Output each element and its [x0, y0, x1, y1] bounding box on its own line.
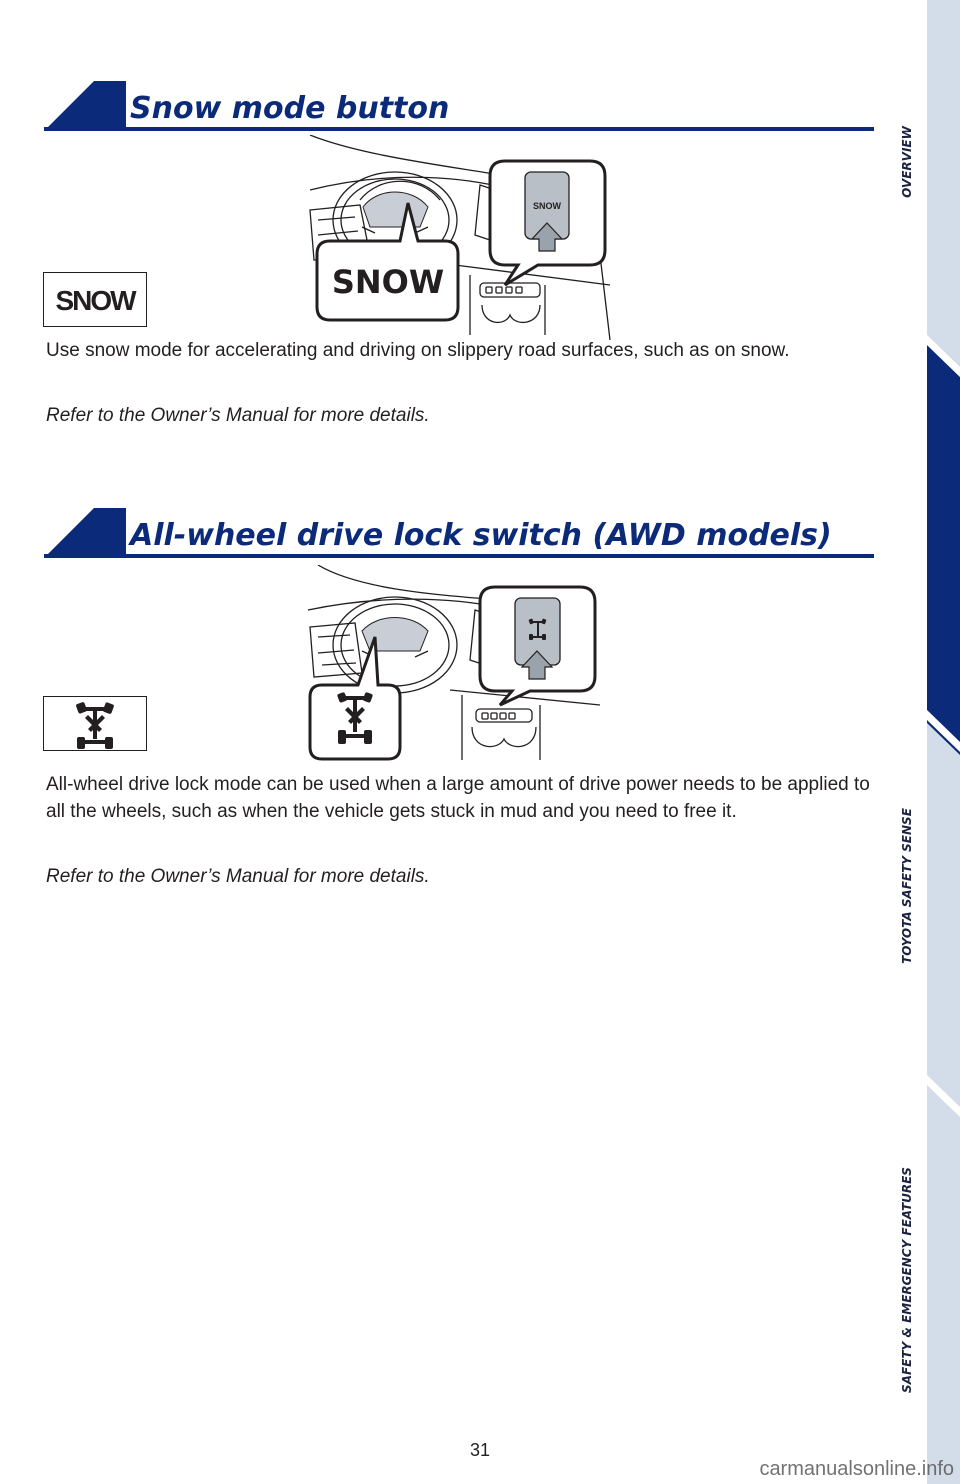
snow-section-title: Snow mode button [130, 91, 450, 126]
awd-note: Refer to the Owner’s Manual for more details. [46, 866, 430, 887]
page-number: 31 [469, 1440, 491, 1460]
awd-dashboard-illustration [300, 565, 610, 765]
awd-section-header [44, 508, 874, 558]
chapter-sidebar [927, 0, 960, 1484]
sidebar-tab-toyota-safety-sense[interactable]: TOYOTA SAFETY SENSE [900, 808, 914, 964]
snow-dashboard-illustration [300, 135, 620, 340]
awd-description: All-wheel drive lock mode can be used when a large amount of drive power needs to be applied to all the wheels, such as when the vehicle gets stuck in mud and you need to free it. [46, 774, 870, 822]
awd-section-title: All-wheel drive lock switch (AWD models) [130, 518, 832, 553]
header-rule [44, 554, 874, 558]
snow-button-label: SNOW [533, 201, 561, 211]
snow-description: Use snow mode for accelerating and driving on slippery road surfaces, such as on snow. [46, 340, 790, 361]
snow-callout-label: SNOW [331, 263, 445, 301]
sidebar-tab-safety-emergency[interactable]: SAFETY & EMERGENCY FEATURES [900, 1167, 914, 1393]
sidebar-tab-overview[interactable]: OVERVIEW [900, 126, 914, 198]
awd-lock-icon [44, 697, 146, 750]
snow-section-header [44, 81, 874, 131]
awd-indicator [43, 696, 147, 751]
snow-indicator-label: SNOW [55, 285, 135, 316]
snow-indicator [43, 272, 147, 327]
watermark: carmanualsonline.info [759, 1458, 954, 1480]
header-tab-decoration [44, 81, 126, 131]
sidebar-tab-features-operations[interactable]: FEATURES & OPERATIONS [900, 435, 914, 609]
snow-note: Refer to the Owner’s Manual for more details. [46, 405, 430, 426]
header-tab-decoration [44, 508, 126, 558]
header-rule [44, 127, 874, 131]
